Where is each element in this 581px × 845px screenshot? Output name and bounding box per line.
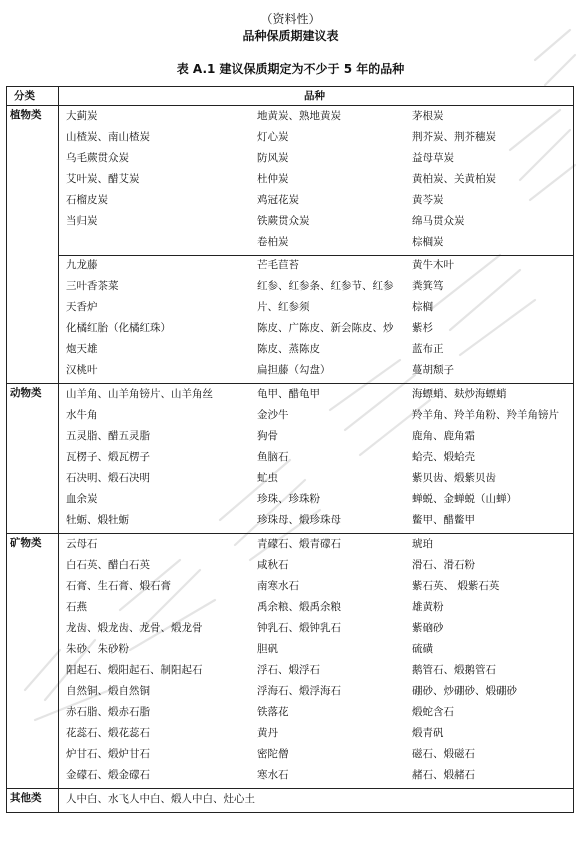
- variety-cell: 龙齿、煅龙齿、龙骨、煅龙骨: [66, 622, 203, 634]
- group-bottom-rule: [6, 383, 574, 384]
- variety-cell: 杜仲炭: [257, 173, 289, 185]
- variety-cell: 汉桃叶: [66, 364, 98, 376]
- variety-cell: 珍珠母、煅珍珠母: [257, 514, 341, 526]
- variety-cell: 五灵脂、醋五灵脂: [66, 430, 150, 442]
- variety-cell: 石膏、生石膏、煅石膏: [66, 580, 171, 592]
- category-label: 动物类: [10, 387, 42, 399]
- variety-cell: 硫磺: [412, 643, 433, 655]
- variety-cell: 茅根炭: [412, 110, 444, 122]
- variety-cell: 紫杉: [412, 322, 433, 334]
- variety-cell: 羚羊角、羚羊角粉、羚羊角镑片: [412, 409, 559, 421]
- category-label: 其他类: [10, 792, 42, 804]
- variety-cell: 南寒水石: [257, 580, 299, 592]
- variety-cell: 赤石脂、煅赤石脂: [66, 706, 150, 718]
- variety-cell: 禹余粮、煅禹余粮: [257, 601, 341, 613]
- varieties-table: [6, 86, 574, 813]
- variety-cell: 瓦楞子、煅瓦楞子: [66, 451, 150, 463]
- variety-cell: 天香炉: [66, 301, 98, 313]
- variety-cell: 防风炭: [257, 152, 289, 164]
- variety-cell: 雄黄粉: [412, 601, 444, 613]
- variety-cell: 蓝布正: [412, 343, 444, 355]
- variety-cell: 密陀僧: [257, 748, 289, 760]
- variety-cell: 蛤壳、煅蛤壳: [412, 451, 475, 463]
- variety-cell: 阳起石、煅阳起石、制阳起石: [66, 664, 203, 676]
- table-right-rule: [573, 86, 574, 813]
- variety-cell: 铁蕨贯众炭: [257, 215, 310, 227]
- variety-cell: 艾叶炭、醋艾炭: [66, 173, 140, 185]
- variety-cell: 胆矾: [257, 643, 278, 655]
- variety-cell: 鹿角、鹿角霜: [412, 430, 475, 442]
- table-left-rule: [6, 86, 7, 813]
- variety-cell: 血余炭: [66, 493, 98, 505]
- category-label: 矿物类: [10, 537, 42, 549]
- variety-cell: 陈皮、蒸陈皮: [257, 343, 320, 355]
- variety-cell: 人中白、水飞人中白、煅人中白、灶心土: [66, 793, 255, 805]
- variety-cell: 芒毛苣苔: [257, 259, 299, 271]
- variety-cell: 当归炭: [66, 215, 98, 227]
- header-varieties: 品种: [304, 90, 325, 102]
- variety-cell: 赭石、煅赭石: [412, 769, 475, 781]
- variety-cell: 黄牛木叶: [412, 259, 454, 271]
- variety-cell: 化橘红胎（化橘红珠）: [66, 322, 171, 334]
- variety-cell: 棕榈炭: [412, 236, 444, 248]
- variety-cell: 九龙藤: [66, 259, 98, 271]
- variety-cell: 紫硇砂: [412, 622, 444, 634]
- variety-cell: 青礞石、煅青礞石: [257, 538, 341, 550]
- variety-cell: 三叶香茶菜: [66, 280, 119, 292]
- variety-cell: 狗骨: [257, 430, 278, 442]
- variety-cell: 黄柏炭、关黄柏炭: [412, 173, 496, 185]
- variety-cell: 鸡冠花炭: [257, 194, 299, 206]
- variety-cell: 磁石、煅磁石: [412, 748, 475, 760]
- variety-cell: 扁担藤（勾盘）: [257, 364, 331, 376]
- category-column-rule: [58, 86, 59, 813]
- variety-cell: 鱼脑石: [257, 451, 289, 463]
- variety-cell: 蝉蜕、金蝉蜕（山蝉）: [412, 493, 517, 505]
- variety-cell: 金沙牛: [257, 409, 289, 421]
- variety-cell: 石燕: [66, 601, 87, 613]
- variety-cell: 黄丹: [257, 727, 278, 739]
- variety-cell: 陈皮、广陈皮、新会陈皮、炒: [257, 322, 394, 334]
- variety-cell: 琥珀: [412, 538, 433, 550]
- variety-cell: 棕榈: [412, 301, 433, 313]
- variety-cell: 寒水石: [257, 769, 289, 781]
- annex-title: 品种保质期建议表: [242, 29, 339, 43]
- variety-cell: 浮海石、煅浮海石: [257, 685, 341, 697]
- variety-cell: 铁落花: [257, 706, 289, 718]
- variety-cell: 花蕊石、煅花蕊石: [66, 727, 150, 739]
- variety-cell: 咸秋石: [257, 559, 289, 571]
- table-caption: 表 A.1 建议保质期定为不少于 5 年的品种: [176, 62, 405, 76]
- table-top-rule: [6, 86, 574, 87]
- variety-cell: 卷柏炭: [257, 236, 289, 248]
- variety-cell: 浮石、煅浮石: [257, 664, 320, 676]
- variety-cell: 白石英、醋白石英: [66, 559, 150, 571]
- variety-cell: 金礞石、煅金礞石: [66, 769, 150, 781]
- variety-cell: 粪箕笃: [412, 280, 444, 292]
- variety-cell: 山楂炭、南山楂炭: [66, 131, 150, 143]
- variety-cell: 煅蛇含石: [412, 706, 454, 718]
- variety-cell: 云母石: [66, 538, 98, 550]
- variety-cell: 鳖甲、醋鳖甲: [412, 514, 475, 526]
- variety-cell: 紫贝齿、煅紫贝齿: [412, 472, 496, 484]
- variety-cell: 蔓胡颓子: [412, 364, 454, 376]
- variety-cell: 珍珠、珍珠粉: [257, 493, 320, 505]
- variety-cell: 硼砂、炒硼砂、煅硼砂: [412, 685, 517, 697]
- variety-cell: 黄芩炭: [412, 194, 444, 206]
- variety-cell: 绵马贯众炭: [412, 215, 465, 227]
- variety-cell: 钟乳石、煅钟乳石: [257, 622, 341, 634]
- group-bottom-rule: [6, 788, 574, 789]
- variety-cell: 鹅管石、煅鹅管石: [412, 664, 496, 676]
- variety-cell: 红参、红参条、红参节、红参: [257, 280, 394, 292]
- variety-cell: 煅青矾: [412, 727, 444, 739]
- group-bottom-rule: [6, 812, 574, 813]
- header-category: 分类: [14, 90, 35, 102]
- variety-cell: 龟甲、醋龟甲: [257, 388, 320, 400]
- variety-cell: 益母草炭: [412, 152, 454, 164]
- variety-cell: 石决明、煅石决明: [66, 472, 150, 484]
- variety-cell: 灯心炭: [257, 131, 289, 143]
- variety-cell: 大蓟炭: [66, 110, 98, 122]
- variety-cell: 自然铜、煅自然铜: [66, 685, 150, 697]
- variety-cell: 炉甘石、煅炉甘石: [66, 748, 150, 760]
- variety-cell: 荆芥炭、荆芥穗炭: [412, 131, 496, 143]
- variety-cell: 紫石英、 煅紫石英: [412, 580, 500, 592]
- annex-note: （资料性）: [260, 12, 321, 26]
- block-divider: [58, 255, 574, 256]
- variety-cell: 炮天雄: [66, 343, 98, 355]
- variety-cell: 虻虫: [257, 472, 278, 484]
- variety-cell: 水牛角: [66, 409, 98, 421]
- variety-cell: 地黄炭、熟地黄炭: [257, 110, 341, 122]
- variety-cell: 石榴皮炭: [66, 194, 108, 206]
- group-bottom-rule: [6, 533, 574, 534]
- variety-cell: 朱砂、朱砂粉: [66, 643, 129, 655]
- category-label: 植物类: [10, 109, 42, 121]
- variety-cell: 片、红参须: [257, 301, 310, 313]
- variety-cell: 海螵蛸、麸炒海螵蛸: [412, 388, 507, 400]
- variety-cell: 滑石、滑石粉: [412, 559, 475, 571]
- variety-cell: 山羊角、山羊角镑片、山羊角丝: [66, 388, 213, 400]
- variety-cell: 乌毛蕨贯众炭: [66, 152, 129, 164]
- header-bottom-rule: [6, 105, 574, 106]
- variety-cell: 牡蛎、煅牡蛎: [66, 514, 129, 526]
